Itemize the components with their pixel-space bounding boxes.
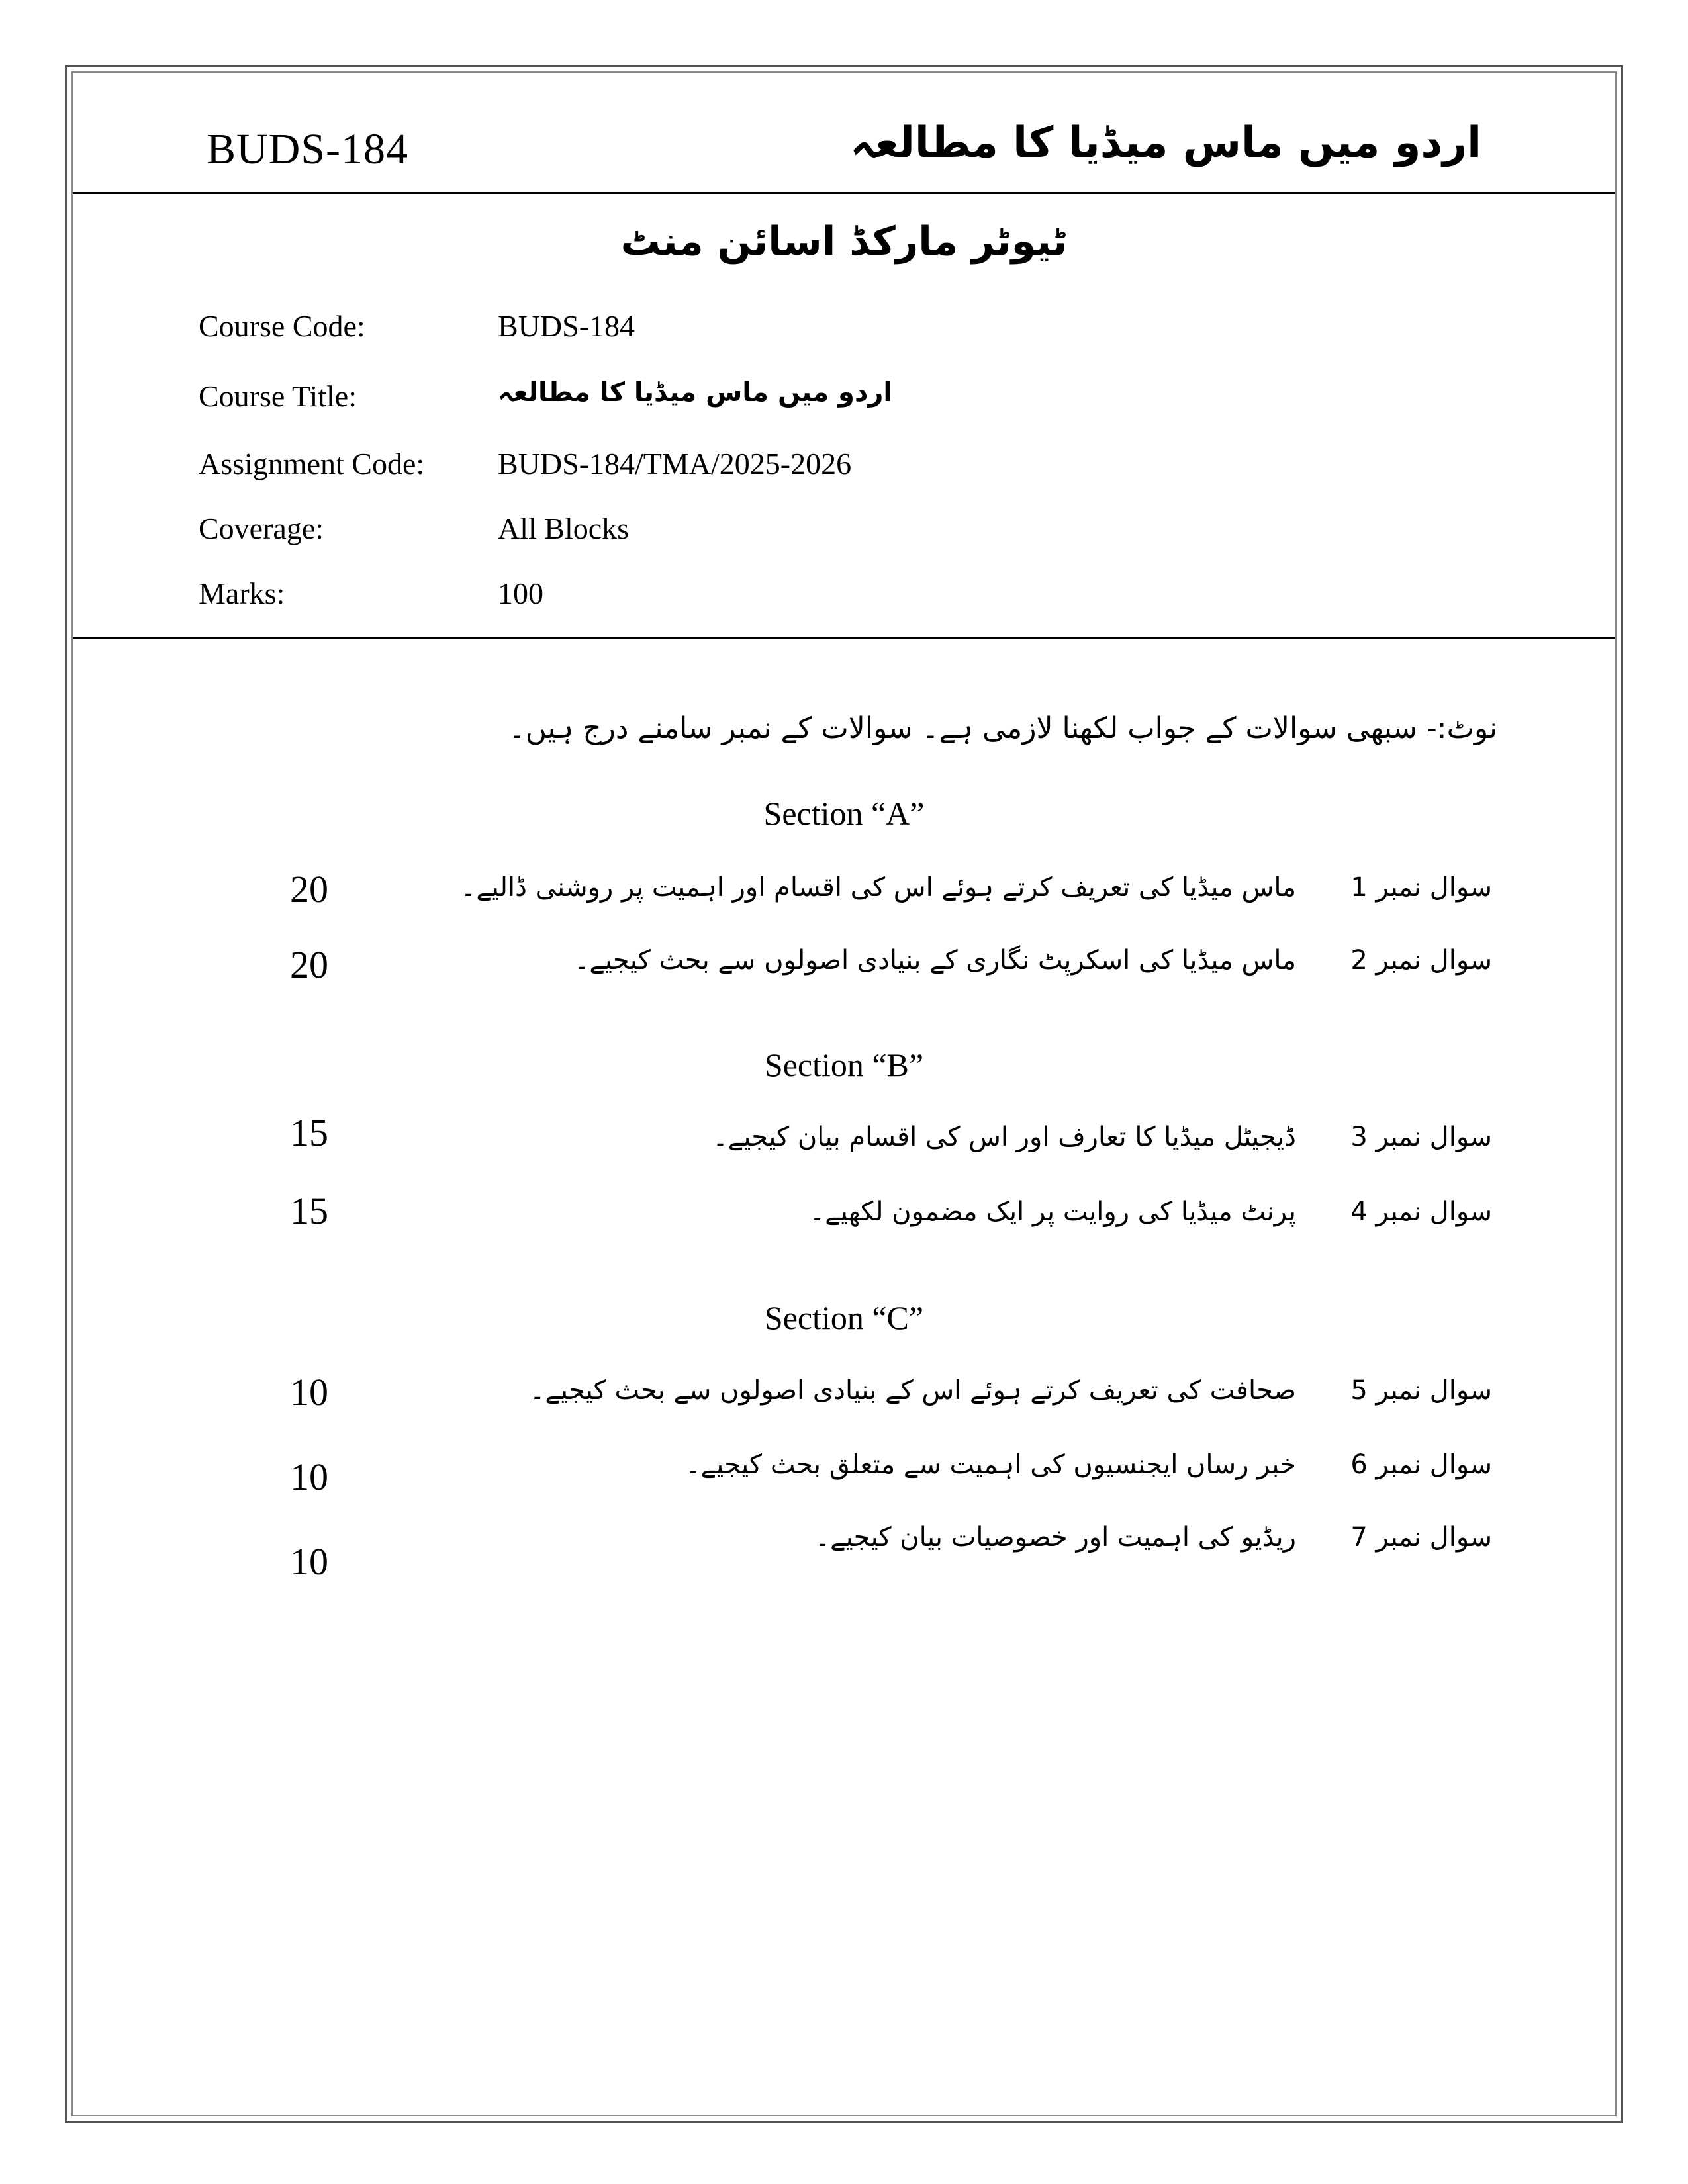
assignment-code-value: BUDS-184/TMA/2025-2026 [498, 447, 852, 480]
question-5-text: صحافت کی تعریف کرتے ہوئے اس کے بنیادی اصولوں سے بحث کیجیے۔ [529, 1375, 1296, 1406]
question-7-text: ریڈیو کی اہمیت اور خصوصیات بیان کیجیے۔ [814, 1522, 1296, 1553]
question-4-marks: 15 [290, 1189, 328, 1232]
question-4-text: پرنٹ میڈیا کی روایت پر ایک مضمون لکھیے۔ [809, 1197, 1296, 1227]
question-5-label: سوال نمبر 5 [1350, 1375, 1492, 1406]
section-c-heading: Section “C” [764, 1299, 924, 1336]
assignment-subtitle: ٹیوٹر مارکڈ اسائن منٹ [620, 218, 1068, 265]
course-title-label: Course Title: [199, 379, 357, 413]
course-title-value: اردو میں ماس میڈیا کا مطالعہ [498, 377, 893, 408]
question-7-label: سوال نمبر 7 [1350, 1522, 1492, 1553]
question-6-label: سوال نمبر 6 [1350, 1449, 1492, 1480]
question-2-label: سوال نمبر 2 [1350, 945, 1492, 976]
section-a-heading: Section “A” [763, 795, 925, 832]
question-1-marks: 20 [290, 868, 328, 911]
marks-label: Marks: [199, 576, 285, 610]
coverage-label: Coverage: [199, 512, 324, 545]
header-divider [73, 192, 1615, 194]
question-5-marks: 10 [290, 1371, 328, 1414]
question-4-label: سوال نمبر 4 [1350, 1197, 1492, 1227]
section-b-heading: Section “B” [764, 1046, 924, 1083]
question-2-marks: 20 [290, 943, 328, 986]
question-3-label: سوال نمبر 3 [1350, 1122, 1492, 1152]
question-1-label: سوال نمبر 1 [1350, 872, 1492, 903]
course-code-value: BUDS-184 [498, 309, 635, 343]
marks-value: 100 [498, 576, 543, 610]
info-divider [73, 637, 1615, 639]
instructions-note: نوٹ:- سبھی سوالات کے جواب لکھنا لازمی ہے۔ سوالات کے نمبر سامنے درج ہیں۔ [508, 711, 1497, 745]
course-code-label: Course Code: [199, 309, 365, 343]
header-course-code: BUDS-184 [207, 125, 409, 173]
question-3-text: ڈیجیٹل میڈیا کا تعارف اور اس کی اقسام بیان کیجیے۔ [712, 1122, 1296, 1152]
coverage-value: All Blocks [498, 512, 630, 545]
assignment-code-label: Assignment Code: [199, 447, 425, 480]
question-6-marks: 10 [290, 1455, 328, 1498]
question-3-marks: 15 [290, 1111, 328, 1154]
question-7-marks: 10 [290, 1540, 328, 1583]
question-2-text: ماس میڈیا کی اسکرپٹ نگاری کے بنیادی اصولوں سے بحث کیجیے۔ [573, 945, 1296, 976]
question-1-text: ماس میڈیا کی تعریف کرتے ہوئے اس کی اقسام اور اہمیت پر روشنی ڈالیے۔ [460, 872, 1296, 903]
header-urdu-title: اردو میں ماس میڈیا کا مطالعہ [850, 118, 1481, 167]
question-6-text: خبر رساں ایجنسیوں کی اہمیت سے متعلق بحث کیجیے۔ [685, 1449, 1296, 1480]
